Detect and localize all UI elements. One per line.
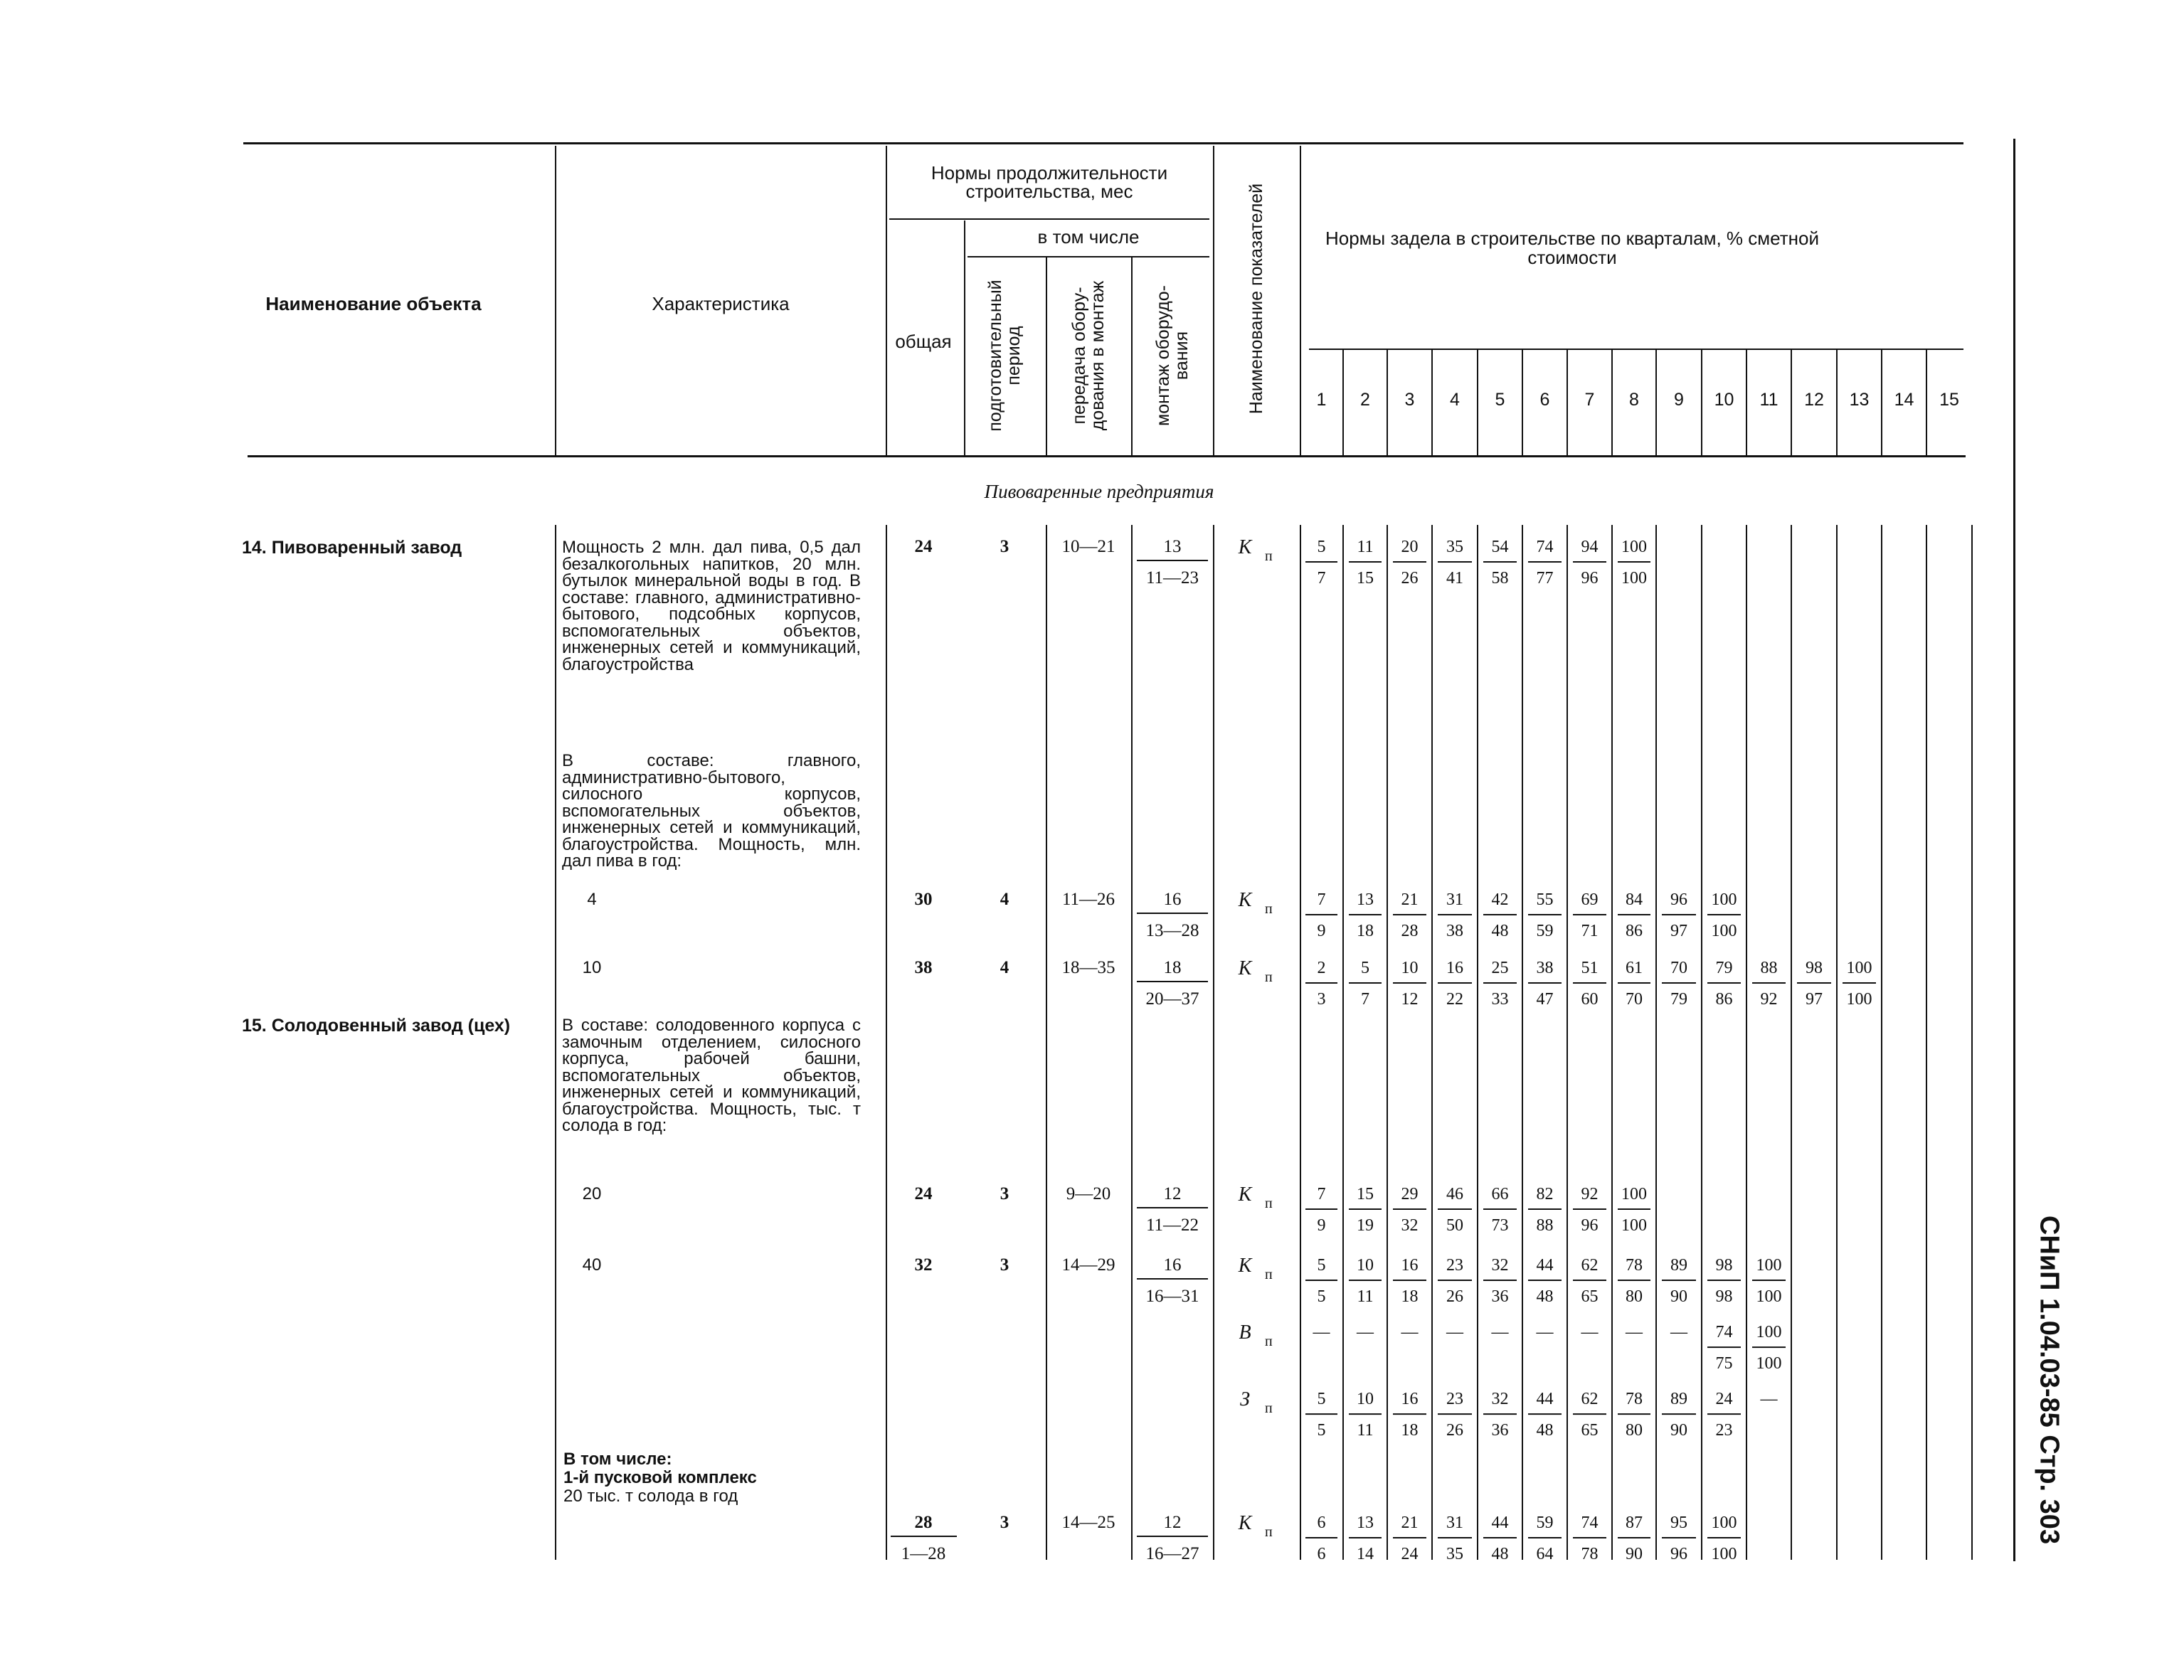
backlog-bottom-value: 86 bbox=[1715, 990, 1733, 1009]
backlog-top-value: 15 bbox=[1357, 1185, 1374, 1203]
prep-period-value: 3 bbox=[1000, 1513, 1009, 1532]
backlog-top-value: — bbox=[1313, 1323, 1330, 1342]
backlog-header: Нормы задела в строительстве по кварталам, % сметной стоимости bbox=[1325, 228, 1819, 268]
backlog-bottom-value: 7 bbox=[1361, 990, 1369, 1009]
backlog-bottom-value: 96 bbox=[1581, 1216, 1599, 1235]
backlog-bottom-value: 98 bbox=[1715, 1287, 1733, 1306]
backlog-top-value: 25 bbox=[1491, 959, 1509, 977]
backlog-bottom-value: 86 bbox=[1626, 922, 1643, 940]
page-running-head: СНиП 1.04.03-85 Стр. 303 bbox=[2034, 1215, 2064, 1545]
quarter-number-9: 9 bbox=[1674, 390, 1684, 410]
startup-capacity: 20 тыс. т солода в год bbox=[563, 1487, 738, 1506]
backlog-top-value: 44 bbox=[1536, 1256, 1554, 1275]
general-duration: 24 bbox=[914, 537, 933, 556]
backlog-bottom-value: 50 bbox=[1446, 1216, 1463, 1235]
transfer-value: 14—29 bbox=[1061, 1255, 1115, 1275]
backlog-top-value: 89 bbox=[1670, 1390, 1687, 1409]
quarter-number-5: 5 bbox=[1495, 390, 1505, 410]
object-14: 14. Пивоваренный завод bbox=[242, 538, 462, 558]
backlog-top-value: — bbox=[1581, 1323, 1599, 1342]
install-value: 16 bbox=[1163, 1255, 1182, 1275]
backlog-bottom-value: 9 bbox=[1317, 1216, 1326, 1235]
backlog-top-value: 5 bbox=[1317, 1256, 1326, 1275]
backlog-top-value: 5 bbox=[1317, 538, 1326, 556]
backlog-top-value: 84 bbox=[1626, 890, 1643, 909]
backlog-bottom-value: 5 bbox=[1317, 1287, 1326, 1306]
backlog-top-value: 82 bbox=[1536, 1185, 1554, 1203]
install-value: 18 bbox=[1163, 958, 1182, 977]
prep-period-header: подготовительный период bbox=[985, 280, 1024, 432]
backlog-top-value: 61 bbox=[1626, 959, 1643, 977]
backlog-top-value: 10 bbox=[1401, 959, 1419, 977]
quarter-number-8: 8 bbox=[1629, 390, 1639, 410]
backlog-top-value: 70 bbox=[1670, 959, 1687, 977]
backlog-bottom-value: 19 bbox=[1357, 1216, 1374, 1235]
backlog-bottom-value: 36 bbox=[1491, 1287, 1509, 1306]
backlog-top-value: 31 bbox=[1446, 1514, 1463, 1532]
backlog-top-value: 16 bbox=[1401, 1256, 1419, 1275]
backlog-top-value: — bbox=[1670, 1323, 1687, 1342]
backlog-bottom-value: 41 bbox=[1446, 569, 1463, 588]
general-duration: 32 bbox=[914, 1255, 933, 1275]
install-sub-value: 20—37 bbox=[1145, 989, 1199, 1009]
capacity-value: 40 bbox=[582, 1255, 602, 1275]
backlog-top-value: 32 bbox=[1491, 1256, 1509, 1275]
backlog-bottom-value: 90 bbox=[1626, 1545, 1643, 1563]
indicator-subscript: п bbox=[1265, 1334, 1273, 1350]
backlog-top-value: 46 bbox=[1446, 1185, 1463, 1203]
backlog-bottom-value: 92 bbox=[1760, 990, 1778, 1009]
backlog-top-value: 92 bbox=[1581, 1185, 1599, 1203]
quarter-number-4: 4 bbox=[1450, 390, 1460, 410]
startup-complex: 1-й пусковой комплекс bbox=[563, 1468, 757, 1487]
indicator-subscript: п bbox=[1265, 1524, 1273, 1540]
backlog-bottom-value: 35 bbox=[1446, 1545, 1463, 1563]
backlog-bottom-value: 18 bbox=[1357, 922, 1374, 940]
general-duration: 38 bbox=[914, 958, 933, 977]
transfer-value: 14—25 bbox=[1061, 1513, 1115, 1532]
backlog-top-value: 78 bbox=[1626, 1256, 1643, 1275]
backlog-top-value: 29 bbox=[1401, 1185, 1419, 1203]
prep-period-value: 4 bbox=[1000, 890, 1009, 909]
backlog-top-value: 87 bbox=[1626, 1514, 1643, 1532]
backlog-top-value: 54 bbox=[1491, 538, 1509, 556]
prep-period-value: 3 bbox=[1000, 1184, 1009, 1203]
backlog-top-value: 10 bbox=[1357, 1390, 1374, 1409]
backlog-top-value: 59 bbox=[1536, 1514, 1554, 1532]
general-duration: 28 bbox=[914, 1513, 933, 1532]
indicator-symbol: В bbox=[1239, 1322, 1251, 1344]
backlog-bottom-value: 11 bbox=[1357, 1287, 1374, 1306]
backlog-top-value: 5 bbox=[1361, 959, 1369, 977]
backlog-top-value: — bbox=[1536, 1323, 1554, 1342]
quarter-number-12: 12 bbox=[1804, 390, 1824, 410]
backlog-bottom-value: 73 bbox=[1491, 1216, 1509, 1235]
indicator-subscript: п bbox=[1265, 1400, 1273, 1417]
capacity-value: 20 bbox=[582, 1184, 602, 1203]
backlog-bottom-value: 38 bbox=[1446, 922, 1463, 940]
install-sub-value: 16—31 bbox=[1145, 1287, 1199, 1306]
backlog-top-value: 100 bbox=[1756, 1323, 1782, 1342]
backlog-bottom-value: 47 bbox=[1536, 990, 1554, 1009]
backlog-bottom-value: 18 bbox=[1401, 1287, 1419, 1306]
backlog-top-value: 79 bbox=[1715, 959, 1733, 977]
backlog-top-value: 96 bbox=[1670, 890, 1687, 909]
backlog-top-value: 21 bbox=[1401, 1514, 1419, 1532]
description-14: Мощность 2 млн. дал пива, 0,5 дал безалкогольных напитков, 20 млн. бутылок минеральной воды в год. В составе: главного, административно-бытового, подсобных корпусов, вспомогательных объектов, инженерных сетей и коммуникаций, благоустройства bbox=[562, 538, 861, 674]
backlog-bottom-value: 5 bbox=[1317, 1421, 1326, 1440]
backlog-bottom-value: 24 bbox=[1401, 1545, 1419, 1563]
backlog-top-value: 69 bbox=[1581, 890, 1599, 909]
backlog-top-value: 88 bbox=[1760, 959, 1778, 977]
backlog-bottom-value: 100 bbox=[1846, 990, 1872, 1009]
transfer-value: 10—21 bbox=[1061, 537, 1115, 556]
backlog-bottom-value: 90 bbox=[1670, 1421, 1687, 1440]
indicator-symbol: З bbox=[1240, 1388, 1250, 1411]
backlog-bottom-value: 3 bbox=[1317, 990, 1326, 1009]
backlog-bottom-value: 9 bbox=[1317, 922, 1326, 940]
backlog-bottom-value: 12 bbox=[1401, 990, 1419, 1009]
transfer-value: 11—26 bbox=[1061, 890, 1115, 909]
backlog-bottom-value: 90 bbox=[1670, 1287, 1687, 1306]
backlog-bottom-value: 22 bbox=[1446, 990, 1463, 1009]
indicator-subscript: п bbox=[1265, 548, 1273, 564]
backlog-top-value: 11 bbox=[1357, 538, 1374, 556]
backlog-bottom-value: 32 bbox=[1401, 1216, 1419, 1235]
backlog-top-value: — bbox=[1357, 1323, 1374, 1342]
indicator-subscript: п bbox=[1265, 1267, 1273, 1282]
backlog-bottom-value: 48 bbox=[1491, 1545, 1509, 1563]
quarter-number-14: 14 bbox=[1894, 390, 1914, 410]
backlog-top-value: 7 bbox=[1317, 890, 1326, 909]
quarter-number-13: 13 bbox=[1849, 390, 1870, 410]
general-duration-sub: 1—28 bbox=[901, 1544, 946, 1563]
capacity-value: 10 bbox=[582, 958, 602, 977]
indicator-symbol: К bbox=[1238, 536, 1252, 558]
backlog-top-value: 7 bbox=[1317, 1185, 1326, 1203]
backlog-bottom-value: 78 bbox=[1581, 1545, 1599, 1563]
backlog-top-value: 51 bbox=[1581, 959, 1599, 977]
backlog-top-value: 23 bbox=[1446, 1256, 1463, 1275]
description-14b: В составе: главного, административно-бытового, силосного корпусов, вспомогательных объектов, инженерных сетей и коммуникаций, благоустройства. Мощность, млн. дал пива в год: bbox=[562, 751, 861, 871]
backlog-top-value: 74 bbox=[1536, 538, 1554, 556]
backlog-top-value: — bbox=[1446, 1323, 1463, 1342]
backlog-bottom-value: 100 bbox=[1621, 1216, 1647, 1235]
backlog-top-value: 100 bbox=[1621, 538, 1647, 556]
backlog-top-value: 62 bbox=[1581, 1390, 1599, 1409]
backlog-top-value: 89 bbox=[1670, 1256, 1687, 1275]
quarter-number-7: 7 bbox=[1584, 390, 1595, 410]
backlog-bottom-value: 28 bbox=[1401, 922, 1419, 940]
backlog-bottom-value: 97 bbox=[1670, 922, 1687, 940]
install-sub-value: 13—28 bbox=[1145, 921, 1199, 940]
backlog-top-value: 35 bbox=[1446, 538, 1463, 556]
backlog-bottom-value: 23 bbox=[1715, 1421, 1733, 1440]
backlog-bottom-value: 97 bbox=[1806, 990, 1823, 1009]
install-sub-value: 11—23 bbox=[1145, 568, 1199, 588]
equip-install-header: монтаж оборудо-вания bbox=[1152, 285, 1192, 426]
indicator-symbol: К bbox=[1238, 1255, 1252, 1277]
backlog-top-value: 32 bbox=[1491, 1390, 1509, 1409]
backlog-bottom-value: 96 bbox=[1670, 1545, 1687, 1563]
backlog-top-value: — bbox=[1491, 1323, 1509, 1342]
backlog-bottom-value: 48 bbox=[1491, 922, 1509, 940]
backlog-top-value: 78 bbox=[1626, 1390, 1643, 1409]
backlog-top-value: 62 bbox=[1581, 1256, 1599, 1275]
general-duration: 24 bbox=[914, 1184, 933, 1203]
backlog-bottom-value: 88 bbox=[1536, 1216, 1554, 1235]
object-15: 15. Солодовенный завод (цех) bbox=[242, 1016, 511, 1036]
section-title: Пивоваренные предприятия bbox=[984, 481, 1214, 502]
backlog-bottom-value: 100 bbox=[1711, 1545, 1737, 1563]
backlog-bottom-value: 65 bbox=[1581, 1421, 1599, 1440]
backlog-top-value: 94 bbox=[1581, 538, 1599, 556]
backlog-top-value: 10 bbox=[1357, 1256, 1374, 1275]
install-value: 13 bbox=[1163, 537, 1182, 556]
backlog-bottom-value: 70 bbox=[1626, 990, 1643, 1009]
general-duration: 30 bbox=[914, 890, 933, 909]
backlog-bottom-value: 59 bbox=[1536, 922, 1554, 940]
backlog-bottom-value: 80 bbox=[1626, 1287, 1643, 1306]
install-sub-value: 16—27 bbox=[1145, 1544, 1199, 1563]
backlog-bottom-value: 14 bbox=[1357, 1545, 1374, 1563]
capacity-value: 4 bbox=[587, 890, 597, 909]
backlog-bottom-value: 64 bbox=[1536, 1545, 1554, 1563]
quarter-number-3: 3 bbox=[1404, 390, 1415, 410]
backlog-top-value: 16 bbox=[1401, 1390, 1419, 1409]
backlog-top-value: 55 bbox=[1536, 890, 1554, 909]
backlog-bottom-value: 100 bbox=[1621, 569, 1647, 588]
equip-transfer-header: передача обору-дования в монтаж bbox=[1069, 280, 1108, 431]
backlog-top-value: 23 bbox=[1446, 1390, 1463, 1409]
backlog-top-value: 98 bbox=[1806, 959, 1823, 977]
name-col-header: Наименование объекта bbox=[265, 293, 482, 314]
backlog-top-value: 5 bbox=[1317, 1390, 1326, 1409]
quarter-number-1: 1 bbox=[1316, 390, 1327, 410]
backlog-bottom-value: 80 bbox=[1626, 1421, 1643, 1440]
indicator-symbol: К bbox=[1238, 889, 1252, 911]
transfer-value: 18—35 bbox=[1061, 958, 1115, 977]
prep-period-value: 3 bbox=[1000, 537, 1009, 556]
install-value: 12 bbox=[1163, 1513, 1182, 1532]
backlog-top-value: 24 bbox=[1715, 1390, 1733, 1409]
backlog-bottom-value: 18 bbox=[1401, 1421, 1419, 1440]
backlog-bottom-value: 15 bbox=[1357, 569, 1374, 588]
backlog-bottom-value: 96 bbox=[1581, 569, 1599, 588]
including-header: в том числе bbox=[1037, 226, 1140, 248]
backlog-bottom-value: 48 bbox=[1536, 1421, 1554, 1440]
backlog-bottom-value: 36 bbox=[1491, 1421, 1509, 1440]
indicator-header: Наименование показателей bbox=[1246, 183, 1266, 415]
prep-period-value: 4 bbox=[1000, 958, 1009, 977]
indicator-subscript: п bbox=[1265, 901, 1273, 917]
backlog-top-value: 13 bbox=[1357, 890, 1374, 909]
quarter-number-2: 2 bbox=[1360, 390, 1370, 410]
backlog-top-value: 44 bbox=[1536, 1390, 1554, 1409]
backlog-bottom-value: 65 bbox=[1581, 1287, 1599, 1306]
quarter-number-6: 6 bbox=[1539, 390, 1550, 410]
backlog-top-value: 95 bbox=[1670, 1514, 1687, 1532]
quarter-number-10: 10 bbox=[1714, 390, 1734, 410]
description-15: В составе: солодовенного корпуса с замочным отделением, силосного корпуса, рабочей башни, вспомогательных объектов, инженерных сетей и коммуникаций, благоустройства. Мощность, тыс. т солода в год: bbox=[562, 1016, 861, 1135]
backlog-top-value: 100 bbox=[1756, 1256, 1782, 1275]
backlog-top-value: — bbox=[1626, 1323, 1643, 1342]
backlog-top-value: — bbox=[1760, 1390, 1778, 1409]
char-col-header: Характеристика bbox=[652, 293, 790, 314]
backlog-bottom-value: 79 bbox=[1670, 990, 1687, 1009]
transfer-value: 9—20 bbox=[1066, 1184, 1111, 1203]
backlog-bottom-value: 100 bbox=[1756, 1354, 1782, 1373]
backlog-top-value: 74 bbox=[1715, 1323, 1733, 1342]
backlog-bottom-value: 26 bbox=[1446, 1421, 1463, 1440]
backlog-top-value: 100 bbox=[1846, 959, 1872, 977]
backlog-top-value: 100 bbox=[1711, 890, 1737, 909]
indicator-subscript: п bbox=[1265, 1196, 1273, 1211]
backlog-top-value: 66 bbox=[1491, 1185, 1509, 1203]
backlog-bottom-value: 26 bbox=[1446, 1287, 1463, 1306]
backlog-bottom-value: 100 bbox=[1756, 1287, 1782, 1306]
install-value: 16 bbox=[1163, 890, 1182, 909]
quarter-number-11: 11 bbox=[1759, 390, 1779, 410]
backlog-top-value: 2 bbox=[1317, 959, 1326, 977]
duration-header: Нормы продолжительности строительства, мес bbox=[931, 162, 1168, 202]
backlog-top-value: 74 bbox=[1581, 1514, 1599, 1532]
backlog-top-value: — bbox=[1401, 1323, 1419, 1342]
backlog-top-value: 44 bbox=[1491, 1514, 1509, 1532]
backlog-top-value: 31 bbox=[1446, 890, 1463, 909]
install-value: 12 bbox=[1163, 1184, 1182, 1203]
backlog-top-value: 6 bbox=[1317, 1514, 1326, 1532]
backlog-bottom-value: 33 bbox=[1491, 990, 1509, 1009]
including-label: В том числе: bbox=[563, 1450, 672, 1469]
backlog-top-value: 20 bbox=[1401, 538, 1419, 556]
backlog-bottom-value: 26 bbox=[1401, 569, 1419, 588]
backlog-bottom-value: 6 bbox=[1317, 1545, 1326, 1563]
backlog-bottom-value: 71 bbox=[1581, 922, 1599, 940]
backlog-top-value: 38 bbox=[1536, 959, 1554, 977]
backlog-bottom-value: 75 bbox=[1715, 1354, 1733, 1373]
backlog-top-value: 16 bbox=[1446, 959, 1463, 977]
indicator-symbol: К bbox=[1238, 957, 1252, 979]
backlog-bottom-value: 100 bbox=[1711, 922, 1737, 940]
backlog-top-value: 100 bbox=[1711, 1514, 1737, 1532]
backlog-top-value: 42 bbox=[1491, 890, 1509, 909]
backlog-bottom-value: 77 bbox=[1536, 569, 1554, 588]
indicator-subscript: п bbox=[1265, 969, 1273, 985]
indicator-symbol: К bbox=[1238, 1184, 1252, 1206]
prep-period-value: 3 bbox=[1000, 1255, 1009, 1275]
backlog-top-value: 98 bbox=[1715, 1256, 1733, 1275]
quarter-number-15: 15 bbox=[1939, 390, 1959, 410]
general-header: общая bbox=[895, 331, 952, 352]
install-sub-value: 11—22 bbox=[1145, 1216, 1199, 1235]
backlog-bottom-value: 11 bbox=[1357, 1421, 1374, 1440]
backlog-bottom-value: 60 bbox=[1581, 990, 1599, 1009]
backlog-bottom-value: 48 bbox=[1536, 1287, 1554, 1306]
indicator-symbol: К bbox=[1238, 1512, 1252, 1534]
backlog-bottom-value: 58 bbox=[1491, 569, 1509, 588]
backlog-top-value: 21 bbox=[1401, 890, 1419, 909]
backlog-bottom-value: 7 bbox=[1317, 569, 1326, 588]
backlog-top-value: 100 bbox=[1621, 1185, 1647, 1203]
backlog-top-value: 13 bbox=[1357, 1514, 1374, 1532]
